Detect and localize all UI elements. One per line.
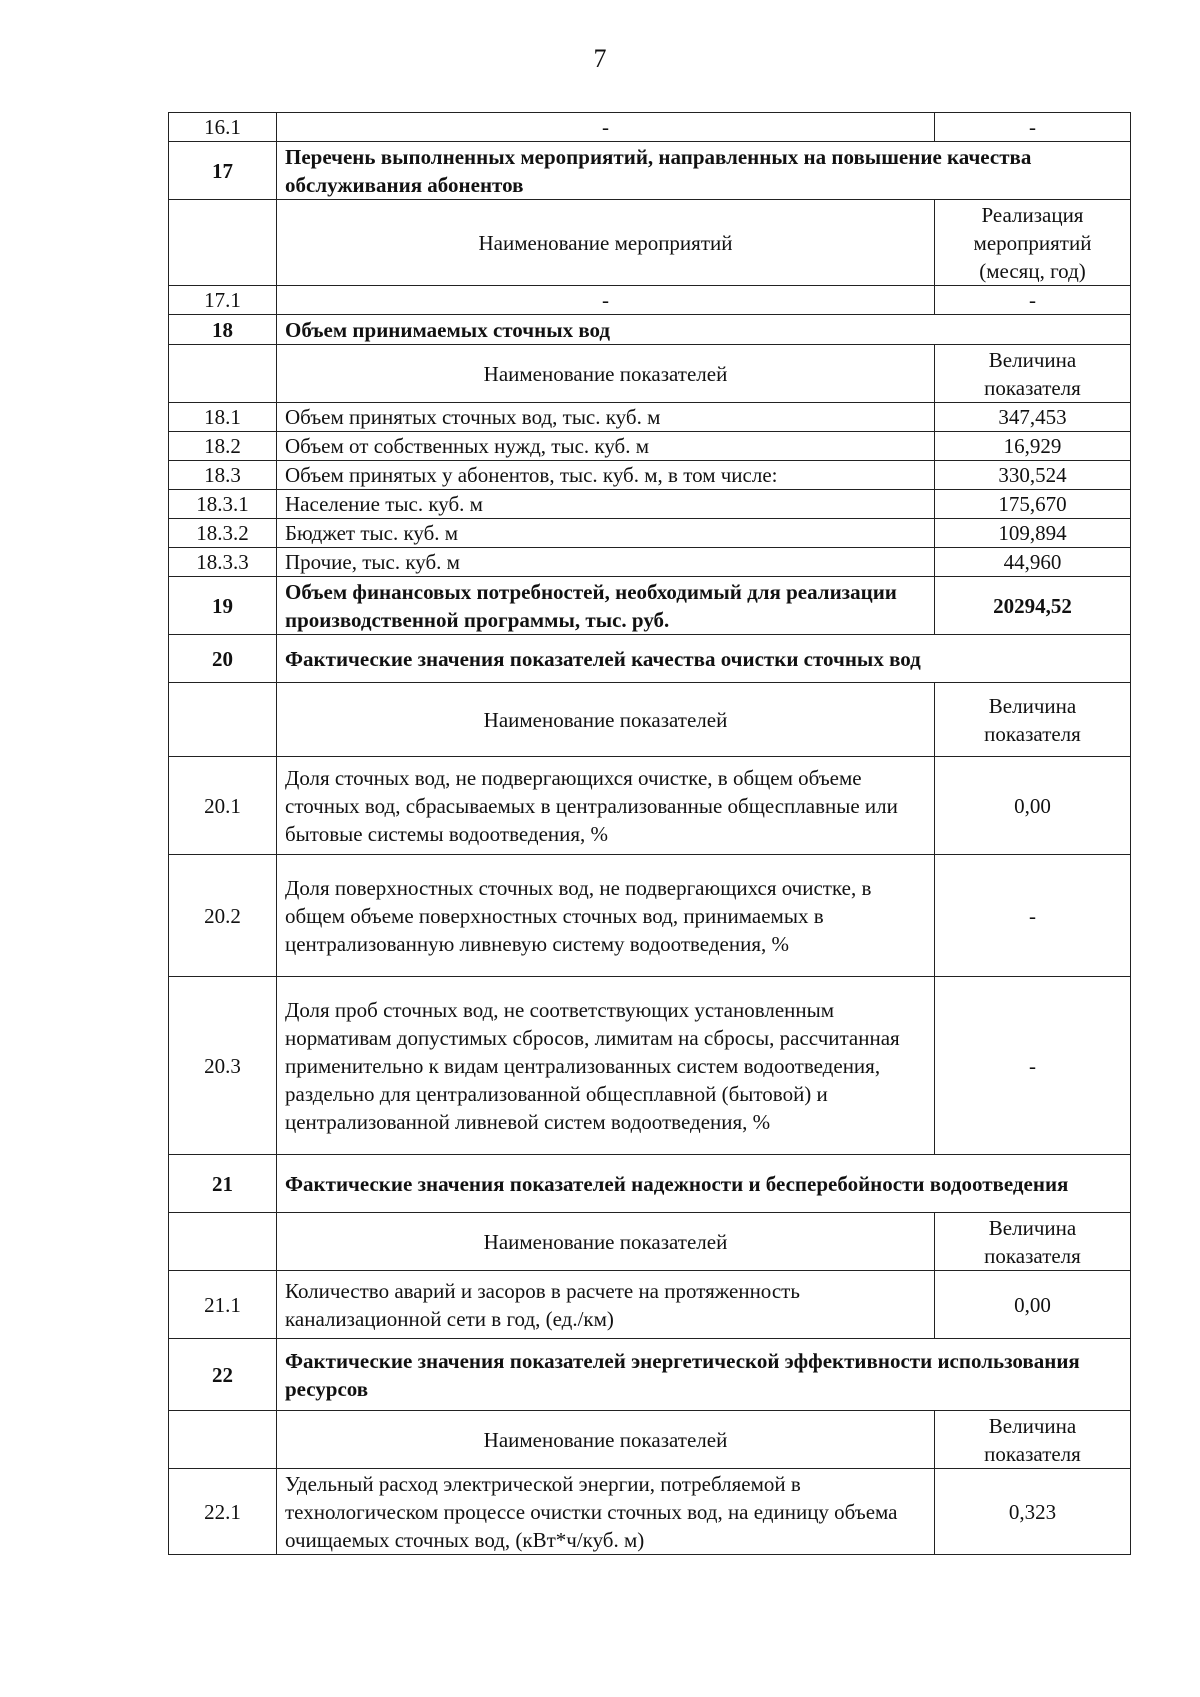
table-row — [169, 757, 1131, 855]
row-name: Население тыс. куб. м — [277, 490, 935, 519]
row-name: Бюджет тыс. куб. м — [277, 519, 935, 548]
header-row — [169, 345, 1131, 403]
row-number: 18.3.2 — [169, 519, 277, 548]
section-row — [169, 1339, 1131, 1411]
section-number: 20 — [169, 635, 277, 683]
header-row — [169, 1213, 1131, 1271]
row-number: 20.3 — [169, 977, 277, 1155]
row-name: Прочие, тыс. куб. м — [277, 548, 935, 577]
column-header-name: Наименование показателей — [277, 345, 935, 403]
section-number: 21 — [169, 1155, 277, 1213]
row-value: - — [935, 977, 1131, 1155]
row-number: 18.3 — [169, 461, 277, 490]
column-header-value: Величина показателя — [935, 345, 1131, 403]
column-header-value: Величина показателя — [935, 683, 1131, 757]
table-row — [169, 977, 1131, 1155]
row-value: 44,960 — [935, 548, 1131, 577]
section-number: 18 — [169, 315, 277, 345]
section-row — [169, 635, 1131, 683]
row-name: Доля проб сточных вод, не соответствующих установленным нормативам допустимых сбросов, лимитам на сбросы, рассчитанная применительно к видам централизованных систем водоотведения, раздельно для централизованной общесплавной (бытовой) и централизованной ливневой систем водоотведения, % — [277, 977, 935, 1155]
section-row — [169, 577, 1131, 635]
table-row — [169, 519, 1131, 548]
row-value: 0,323 — [935, 1469, 1131, 1555]
indicators-table — [168, 112, 1131, 1555]
table-row — [169, 855, 1131, 977]
row-value: 109,894 — [935, 519, 1131, 548]
section-number: 17 — [169, 142, 277, 200]
row-value: 175,670 — [935, 490, 1131, 519]
row-value: - — [935, 855, 1131, 977]
column-header-name: Наименование мероприятий — [277, 200, 935, 286]
row-number: 16.1 — [169, 113, 277, 142]
section-title: Фактические значения показателей качества очистки сточных вод — [277, 635, 1131, 683]
row-name: Объем принятых сточных вод, тыс. куб. м — [277, 403, 935, 432]
row-value: 0,00 — [935, 757, 1131, 855]
header-row — [169, 1411, 1131, 1469]
section-number: 22 — [169, 1339, 277, 1411]
row-number: 17.1 — [169, 286, 277, 315]
section-title: Фактические значения показателей надежности и бесперебойности водоотведения — [277, 1155, 1131, 1213]
row-number: 18.2 — [169, 432, 277, 461]
column-header-value: Реализация мероприятий (месяц, год) — [935, 200, 1131, 286]
empty-cell — [169, 1213, 277, 1271]
table-row — [169, 1271, 1131, 1339]
row-name: Доля поверхностных сточных вод, не подвергающихся очистке, в общем объеме поверхностных сточных вод, принимаемых в централизованную ливневую систему водоотведения, % — [277, 855, 935, 977]
row-value: 330,524 — [935, 461, 1131, 490]
row-number: 22.1 — [169, 1469, 277, 1555]
row-number: 18.1 — [169, 403, 277, 432]
section-title: Фактические значения показателей энергетической эффективности использования ресурсов — [277, 1339, 1131, 1411]
row-number: 20.2 — [169, 855, 277, 977]
table-row — [169, 286, 1131, 315]
table-row — [169, 1469, 1131, 1555]
section-title: Перечень выполненных мероприятий, направленных на повышение качества обслуживания абонентов — [277, 142, 1131, 200]
row-value: - — [935, 286, 1131, 315]
row-name: - — [277, 286, 935, 315]
row-name: Доля сточных вод, не подвергающихся очистке, в общем объеме сточных вод, сбрасываемых в централизованные общесплавные или бытовые системы водоотведения, % — [277, 757, 935, 855]
row-value: - — [935, 113, 1131, 142]
table-row — [169, 432, 1131, 461]
row-number: 21.1 — [169, 1271, 277, 1339]
table-row — [169, 548, 1131, 577]
section-number: 19 — [169, 577, 277, 635]
header-row — [169, 683, 1131, 757]
section-title: Объем финансовых потребностей, необходимый для реализации производственной программы, тыс. руб. — [277, 577, 935, 635]
row-name: Удельный расход электрической энергии, потребляемой в технологическом процессе очистки сточных вод, на единицу объема очищаемых сточных вод, (кВт*ч/куб. м) — [277, 1469, 935, 1555]
row-name: Объем от собственных нужд, тыс. куб. м — [277, 432, 935, 461]
empty-cell — [169, 200, 277, 286]
section-row — [169, 142, 1131, 200]
table-row — [169, 490, 1131, 519]
row-number: 18.3.3 — [169, 548, 277, 577]
row-name: Объем принятых у абонентов, тыс. куб. м, в том числе: — [277, 461, 935, 490]
column-header-name: Наименование показателей — [277, 1411, 935, 1469]
row-name: Количество аварий и засоров в расчете на протяженность канализационной сети в год, (ед./км) — [277, 1271, 935, 1339]
table-row — [169, 403, 1131, 432]
page-number: 7 — [593, 44, 607, 73]
column-header-name: Наименование показателей — [277, 683, 935, 757]
table-row — [169, 461, 1131, 490]
empty-cell — [169, 683, 277, 757]
empty-cell — [169, 345, 277, 403]
section-row — [169, 1155, 1131, 1213]
row-value: 0,00 — [935, 1271, 1131, 1339]
row-value: 347,453 — [935, 403, 1131, 432]
header-row — [169, 200, 1131, 286]
row-name: - — [277, 113, 935, 142]
column-header-value: Величина показателя — [935, 1213, 1131, 1271]
section-row — [169, 315, 1131, 345]
row-number: 20.1 — [169, 757, 277, 855]
row-value: 20294,52 — [935, 577, 1131, 635]
section-title: Объем принимаемых сточных вод — [277, 315, 1131, 345]
column-header-value: Величина показателя — [935, 1411, 1131, 1469]
column-header-name: Наименование показателей — [277, 1213, 935, 1271]
row-value: 16,929 — [935, 432, 1131, 461]
table-row — [169, 113, 1131, 142]
empty-cell — [169, 1411, 277, 1469]
row-number: 18.3.1 — [169, 490, 277, 519]
